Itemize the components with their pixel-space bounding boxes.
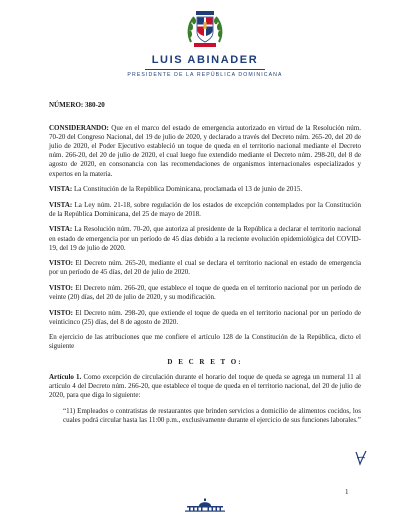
visto-paragraph: [49, 259, 361, 277]
considerando-paragraph: [49, 124, 361, 179]
coat-of-arms-icon: [182, 6, 228, 52]
paragraph-text: El Decreto núm. 298-20, que extiende el toque de queda en el territorio nacional por un período de veinticinco (25) días, del 8 de agosto de 2020.: [49, 308, 361, 326]
paragraph-text: El Decreto núm. 265-20, mediante el cual se declara el territorio nacional en estado de emergencia por un período de 45 días, del 20 de julio de 2020.: [49, 259, 361, 277]
paragraph-lead: VISTA:: [49, 225, 73, 234]
presidential-palace-icon: [181, 498, 229, 512]
paragraph-lead: VISTO:: [49, 308, 73, 317]
visto-paragraph: [49, 284, 361, 302]
paragraph-lead: VISTA:: [49, 200, 73, 209]
paragraph-lead: VISTO:: [49, 283, 73, 292]
president-name: LUIS ABINADER: [151, 54, 259, 66]
decree-number: NÚMERO: 380-20: [49, 101, 105, 109]
signature-mark-icon: [354, 449, 368, 467]
article-paragraph: [49, 373, 361, 400]
decreto-heading: D E C R E T O:: [167, 357, 243, 366]
page-number: 1: [345, 488, 349, 496]
paragraph-lead: VISTO:: [49, 259, 73, 268]
preamble-paragraph: En ejercicio de las atribuciones que me confiere el artículo 128 de la Constitución de la República, dicto el siguiente: [49, 333, 361, 351]
header-divider: [145, 69, 265, 70]
article-lead: Artículo 1.: [49, 373, 82, 382]
paragraph-text: La Ley núm. 21-18, sobre regulación de los estados de excepción contemplados por la Constitución de la República Dominicana, del 25 de mayo de 2018.: [49, 200, 361, 218]
letterhead: [0, 6, 410, 78]
paragraph-text: Que en el marco del estado de emergencia autorizado en virtud de la Resolución núm. 70-20 del Congreso Nacional, del 19 de julio de 2020, y declarado a través del Decreto núm. 265-20, del 20 de julio de 2020, el Poder Ejecutivo estableció un toque de queda en el territorio nacional mediante el Decreto núm. 266-20, del 20 de julio de 2020, el cual luego fue extendido mediante el Decreto núm. 298-20, del 8 de agosto de 2020, en consonancia con las recomendaciones de organismos internacionales especializados y expertos en la materia.: [49, 124, 361, 178]
document-body: [49, 101, 361, 425]
paragraph-text: La Resolución núm. 70-20, que autoriza al presidente de la República a declarar el territorio nacional en estado de emergencia por un período de 45 días debido a la reciente evolución epidemiológica del COVID-19, del 19 de julio de 2020.: [49, 225, 361, 252]
paragraph-lead: VISTA:: [49, 185, 73, 194]
article-quote: “11) Empleados o contratistas de restaurantes que brinden servicios a domicilio de alimentos cocidos, los cuales podrá circular hasta las 11:00 p.m., exclusivamente durante el ejercicio de sus funciones laborales.”: [63, 406, 361, 424]
paragraph-text: La Constitución de la República Dominicana, proclamada el 13 de junio de 2015.: [72, 185, 303, 194]
article-text: Como excepción de circulación durante el horario del toque de queda se agrega un numeral 11 al artículo 4 del Decreto núm. 266-20, que establece el toque de queda en el territorio nacional, del 20 de julio de 2020, para que diga lo siguiente:: [49, 373, 361, 400]
visto-paragraph: [49, 309, 361, 327]
vista-paragraph: [49, 225, 361, 252]
vista-paragraph: [49, 201, 361, 219]
president-title: PRESIDENTE DE LA REPÚBLICA DOMINICANA: [127, 72, 283, 78]
vista-paragraph: [49, 185, 361, 194]
paragraph-lead: CONSIDERANDO:: [49, 124, 109, 133]
paragraph-text: El Decreto núm. 266-20, que establece el toque de queda en el territorio nacional por un período de veinte (20) días, del 20 de julio de 2020, y su modificación.: [49, 283, 361, 301]
